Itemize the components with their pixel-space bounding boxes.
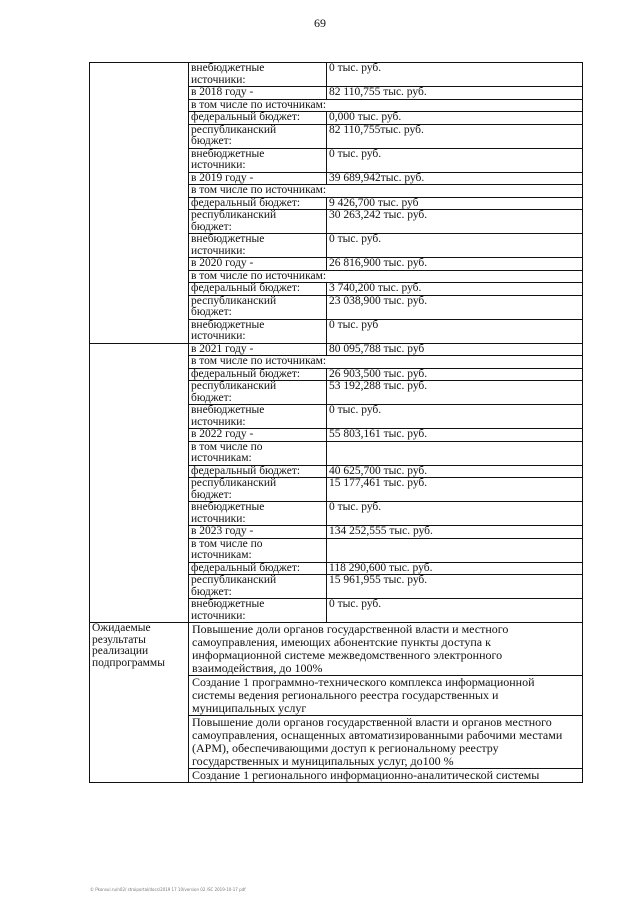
budget-value: 15 177,461 тыс. руб.	[327, 478, 583, 502]
budget-label: федеральный бюджет:	[189, 112, 327, 125]
budget-label: в том числе по источникам:	[189, 356, 583, 369]
budget-label: внебюджетные источники:	[189, 319, 327, 343]
budget-value: 0 тыс. руб.	[327, 502, 583, 526]
budget-label: внебюджетные источники:	[189, 234, 327, 258]
budget-value: 26 816,900 тыс. руб.	[327, 258, 583, 271]
budget-value: 40 625,700 тыс. руб.	[327, 465, 583, 478]
budget-value: 0 тыс. руб.	[327, 599, 583, 623]
budget-label: республиканский бюджет:	[189, 295, 327, 319]
budget-label: в 2021 году -	[189, 343, 327, 356]
footer-text: © Рkonsul.ru/n02/ stroiportal/docs/2019 17 10/version 02 /SC 2019-10-17 pdf	[90, 887, 246, 892]
budget-label: в 2020 году -	[189, 258, 327, 271]
budget-value: 134 252,555 тыс. руб.	[327, 526, 583, 539]
budget-value: 0 тыс. руб	[327, 319, 583, 343]
budget-label: внебюджетные источники:	[189, 599, 327, 623]
budget-label: внебюджетные источники:	[189, 502, 327, 526]
budget-label: федеральный бюджет:	[189, 368, 327, 381]
budget-value: 82 110,755тыс. руб.	[327, 124, 583, 148]
result-item: Создание 1 регионального информационно-аналитической системы	[192, 768, 540, 782]
budget-value: 23 038,900 тыс. руб.	[327, 295, 583, 319]
budget-label: в том числе по источникам:	[189, 270, 583, 283]
budget-value: 15 961,955 тыс. руб.	[327, 575, 583, 599]
empty-left-cell-b	[90, 343, 189, 623]
budget-value: 0 тыс. руб.	[327, 405, 583, 429]
budget-label: внебюджетные источники:	[189, 405, 327, 429]
budget-value: 118 290,600 тыс. руб.	[327, 562, 583, 575]
budget-label: в 2019 году -	[189, 172, 327, 185]
budget-value: 30 263,242 тыс. руб.	[327, 210, 583, 234]
budget-label: федеральный бюджет:	[189, 562, 327, 575]
result-item: Повышение доли органов государственной власти и местного самоуправления, имеющих абонентские пункты доступа к информационной системе межведомственного электронного взаимодействия, до 100%	[189, 623, 582, 676]
budget-value: 9 426,700 тыс. руб	[327, 197, 583, 210]
budget-value: 26 903,500 тыс. руб.	[327, 368, 583, 381]
budget-label: федеральный бюджет:	[189, 283, 327, 296]
budget-label: республиканский бюджет:	[189, 381, 327, 405]
budget-value: 0,000 тыс. руб.	[327, 112, 583, 125]
budget-label: в том числе по источникам:	[189, 185, 583, 198]
budget-value: 80 095,788 тыс. руб	[327, 343, 583, 356]
budget-label: в том числе по источникам:	[189, 441, 327, 465]
empty-left-cell-a	[90, 63, 189, 344]
budget-label: внебюджетные источники:	[189, 63, 327, 87]
budget-label: в 2018 году -	[189, 87, 327, 100]
results-row	[90, 623, 583, 783]
budget-label: республиканский бюджет:	[189, 210, 327, 234]
results-heading: Ожидаемые результаты реализации подпрограммы	[90, 623, 189, 783]
budget-value: 53 192,288 тыс. руб.	[327, 381, 583, 405]
budget-label: федеральный бюджет:	[189, 197, 327, 210]
budget-value	[327, 538, 583, 562]
budget-label: республиканский бюджет:	[189, 478, 327, 502]
page-number: 69	[314, 16, 326, 30]
budget-label: в 2022 году -	[189, 429, 327, 442]
budget-value: 82 110,755 тыс. руб.	[327, 87, 583, 100]
budget-label: внебюджетные источники:	[189, 148, 327, 172]
result-item: Создание 1 программно-технического комплекса информационной системы ведения регионального реестра государственных и муниципальных услуг	[189, 676, 582, 716]
budget-value: 39 689,942тыс. руб.	[327, 172, 583, 185]
budget-value: 0 тыс. руб.	[327, 234, 583, 258]
results-list	[189, 623, 583, 783]
budget-value	[327, 441, 583, 465]
budget-value: 3 740,200 тыс. руб.	[327, 283, 583, 296]
budget-value: 55 803,161 тыс. руб.	[327, 429, 583, 442]
budget-value: 0 тыс. руб.	[327, 63, 583, 87]
budget-row	[90, 63, 583, 87]
budget-row	[90, 343, 583, 356]
budget-label: федеральный бюджет:	[189, 465, 327, 478]
budget-label: республиканский бюджет:	[189, 575, 327, 599]
budget-table	[89, 62, 583, 783]
budget-label: в 2023 году -	[189, 526, 327, 539]
budget-value: 0 тыс. руб.	[327, 148, 583, 172]
result-item: Повышение доли органов государственной власти и органов местного самоуправления, оснащенных автоматизированными рабочими местами (АРМ), обеспечивающими доступ к региональному реестру государственных и муниципальных услуг, до100 %	[189, 716, 582, 769]
budget-label: в том числе по источникам:	[189, 538, 327, 562]
budget-label: республиканский бюджет:	[189, 124, 327, 148]
budget-label: в том числе по источникам:	[189, 99, 583, 112]
